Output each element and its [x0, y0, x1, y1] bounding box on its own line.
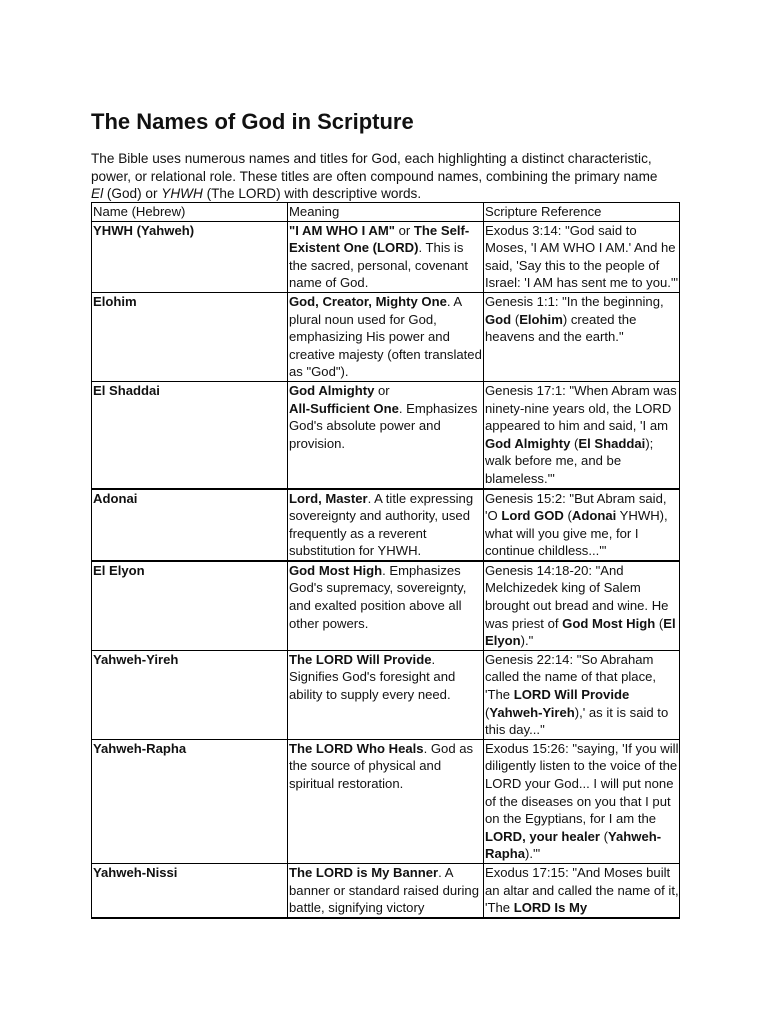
header-name: Name (Hebrew) — [92, 203, 288, 222]
table-header-row — [92, 203, 680, 222]
bold-text: Yahweh-Yireh — [489, 704, 575, 720]
reference-cell — [484, 221, 680, 292]
intro-yhwh-term: YHWH — [161, 186, 203, 201]
bold-text: "I AM WHO I AM" — [289, 222, 395, 238]
cell-text: ( — [655, 615, 664, 631]
table-row — [92, 381, 680, 488]
bold-text: LORD Is My — [513, 900, 588, 916]
cell-text: or — [395, 222, 414, 238]
name-cell: Adonai — [92, 489, 288, 561]
bold-text: LORD Will Provide — [513, 687, 630, 703]
bold-text: God Almighty — [485, 435, 571, 451]
table-row — [92, 650, 680, 739]
bold-text: The LORD is My Banner — [289, 864, 439, 880]
meaning-cell — [288, 381, 484, 488]
cell-text: . A title expressing sovereignty and authority, used frequently as a reverent substitution for YHWH. — [289, 490, 474, 559]
meaning-cell — [288, 650, 484, 739]
intro-paragraph — [91, 150, 691, 203]
table-row — [92, 489, 680, 561]
name-cell: Yahweh-Yireh — [92, 650, 288, 739]
bold-text: The LORD Will Provide — [289, 651, 432, 667]
bold-text: God — [485, 311, 512, 327]
intro-el-term: El — [91, 186, 104, 201]
bold-text: All-Sufficient One — [289, 400, 399, 416]
bold-text: Adonai — [571, 508, 617, 524]
cell-text: or — [374, 382, 390, 398]
cell-text: . A banner or standard raised during battle, signifying victory — [289, 864, 479, 916]
name-cell: Elohim — [92, 292, 288, 381]
intro-line-1: The Bible uses numerous names and titles for God, each highlighting a distinct characteristic, — [91, 151, 652, 166]
cell-text: Exodus 17:15: "And Moses built an altar and called the name of it, 'The — [485, 864, 679, 916]
cell-text: . Emphasizes God's supremacy, sovereignty, and exalted position above all other powers. — [289, 562, 467, 631]
meaning-cell — [288, 863, 484, 917]
reference-cell — [484, 863, 680, 917]
bold-text: LORD, your healer — [485, 828, 600, 844]
bold-text: God, Creator, Mighty One — [289, 293, 447, 309]
name-cell: Yahweh-Nissi — [92, 863, 288, 917]
intro-text: (God) or — [103, 186, 162, 201]
reference-cell — [484, 739, 680, 863]
cell-text: Exodus 3:14: "God said to Moses, 'I AM WHO I AM.' And he said, 'Say this to the people of Israel: 'I AM has sent me to you.'" — [485, 222, 679, 291]
page-title: The Names of God in Scripture — [91, 109, 414, 134]
cell-text: ( — [485, 704, 490, 720]
bold-text: God Most High — [562, 615, 656, 631]
name-cell: El Elyon — [92, 561, 288, 650]
meaning-cell — [288, 739, 484, 863]
intro-text: (The LORD) with descriptive words. — [202, 186, 422, 201]
table-row — [92, 863, 680, 917]
reference-cell — [484, 561, 680, 650]
meaning-cell — [288, 489, 484, 561]
name-cell: YHWH (Yahweh) — [92, 221, 288, 292]
cell-text: )." — [520, 633, 534, 649]
meaning-cell — [288, 221, 484, 292]
reference-cell — [484, 381, 680, 488]
cell-text: ),' as it is said to this day..." — [485, 704, 669, 738]
bold-text: Yahweh-Rapha — [485, 828, 662, 862]
cell-text: ( — [563, 508, 572, 524]
bold-text: Lord, Master — [289, 490, 368, 506]
cell-text: YHWH), what will you give me, for I continue childless...'" — [485, 508, 668, 559]
cell-text: . This is the sacred, personal, covenant name of God. — [289, 240, 469, 291]
bold-text: The Self-Existent One (LORD) — [289, 222, 470, 256]
reference-cell — [484, 292, 680, 381]
table-row — [92, 292, 680, 381]
meaning-cell — [288, 292, 484, 381]
cell-text: . God as the source of physical and spiritual restoration. — [289, 740, 474, 791]
name-cell: El Shaddai — [92, 381, 288, 488]
cell-text: . A plural noun used for God, emphasizing His power and creative majesty (often translated as "God"). — [289, 293, 482, 380]
bold-text: Lord GOD — [501, 508, 564, 524]
cell-text: ( — [599, 828, 608, 844]
table-row — [92, 739, 680, 863]
cell-text: Genesis 22:14: "So Abraham called the name of that place, 'The — [485, 651, 657, 703]
cell-text: ) created the heavens and the earth." — [485, 311, 637, 345]
cell-text: ); walk before me, and be blameless.'" — [485, 435, 654, 486]
name-cell: Yahweh-Rapha — [92, 739, 288, 863]
cell-text: ( — [570, 435, 579, 451]
bold-text: El Shaddai — [578, 435, 646, 451]
reference-cell — [484, 650, 680, 739]
cell-text: ).'" — [525, 846, 541, 862]
bold-text: God Most High — [289, 562, 383, 578]
header-meaning: Meaning — [288, 203, 484, 222]
meaning-cell — [288, 561, 484, 650]
table-row — [92, 561, 680, 650]
bold-text: God Almighty — [289, 382, 375, 398]
cell-text: Genesis 17:1: "When Abram was ninety-nine years old, the LORD appeared to him and said, 'I am — [485, 382, 677, 434]
cell-text: . Emphasizes God's absolute power and provision. — [289, 400, 478, 451]
cell-text: . Signifies God's foresight and ability to supply every need. — [289, 651, 456, 703]
cell-text: Exodus 15:26: "saying, 'If you will diligently listen to the voice of the LORD your God... I will put none of the diseases on you that I put on the Egyptians, for I am the — [485, 740, 679, 827]
cell-text: Genesis 15:2: "But Abram said, 'O — [485, 490, 667, 524]
cell-text: ( — [511, 311, 520, 327]
names-table — [91, 202, 680, 919]
bold-text: The LORD Who Heals — [289, 740, 424, 756]
reference-cell — [484, 489, 680, 561]
cell-text: Genesis 1:1: "In the beginning, — [485, 293, 664, 309]
cell-text: Genesis 14:18-20: "And Melchizedek king of Salem brought out bread and wine. He was priest of — [485, 562, 669, 631]
table-row — [92, 221, 680, 292]
bold-text: Elohim — [519, 311, 563, 327]
header-reference: Scripture Reference — [484, 203, 680, 222]
intro-line-2: power, or relational role. These titles are often compound names, combining the primary name — [91, 168, 658, 184]
bold-text: El Elyon — [485, 615, 676, 649]
